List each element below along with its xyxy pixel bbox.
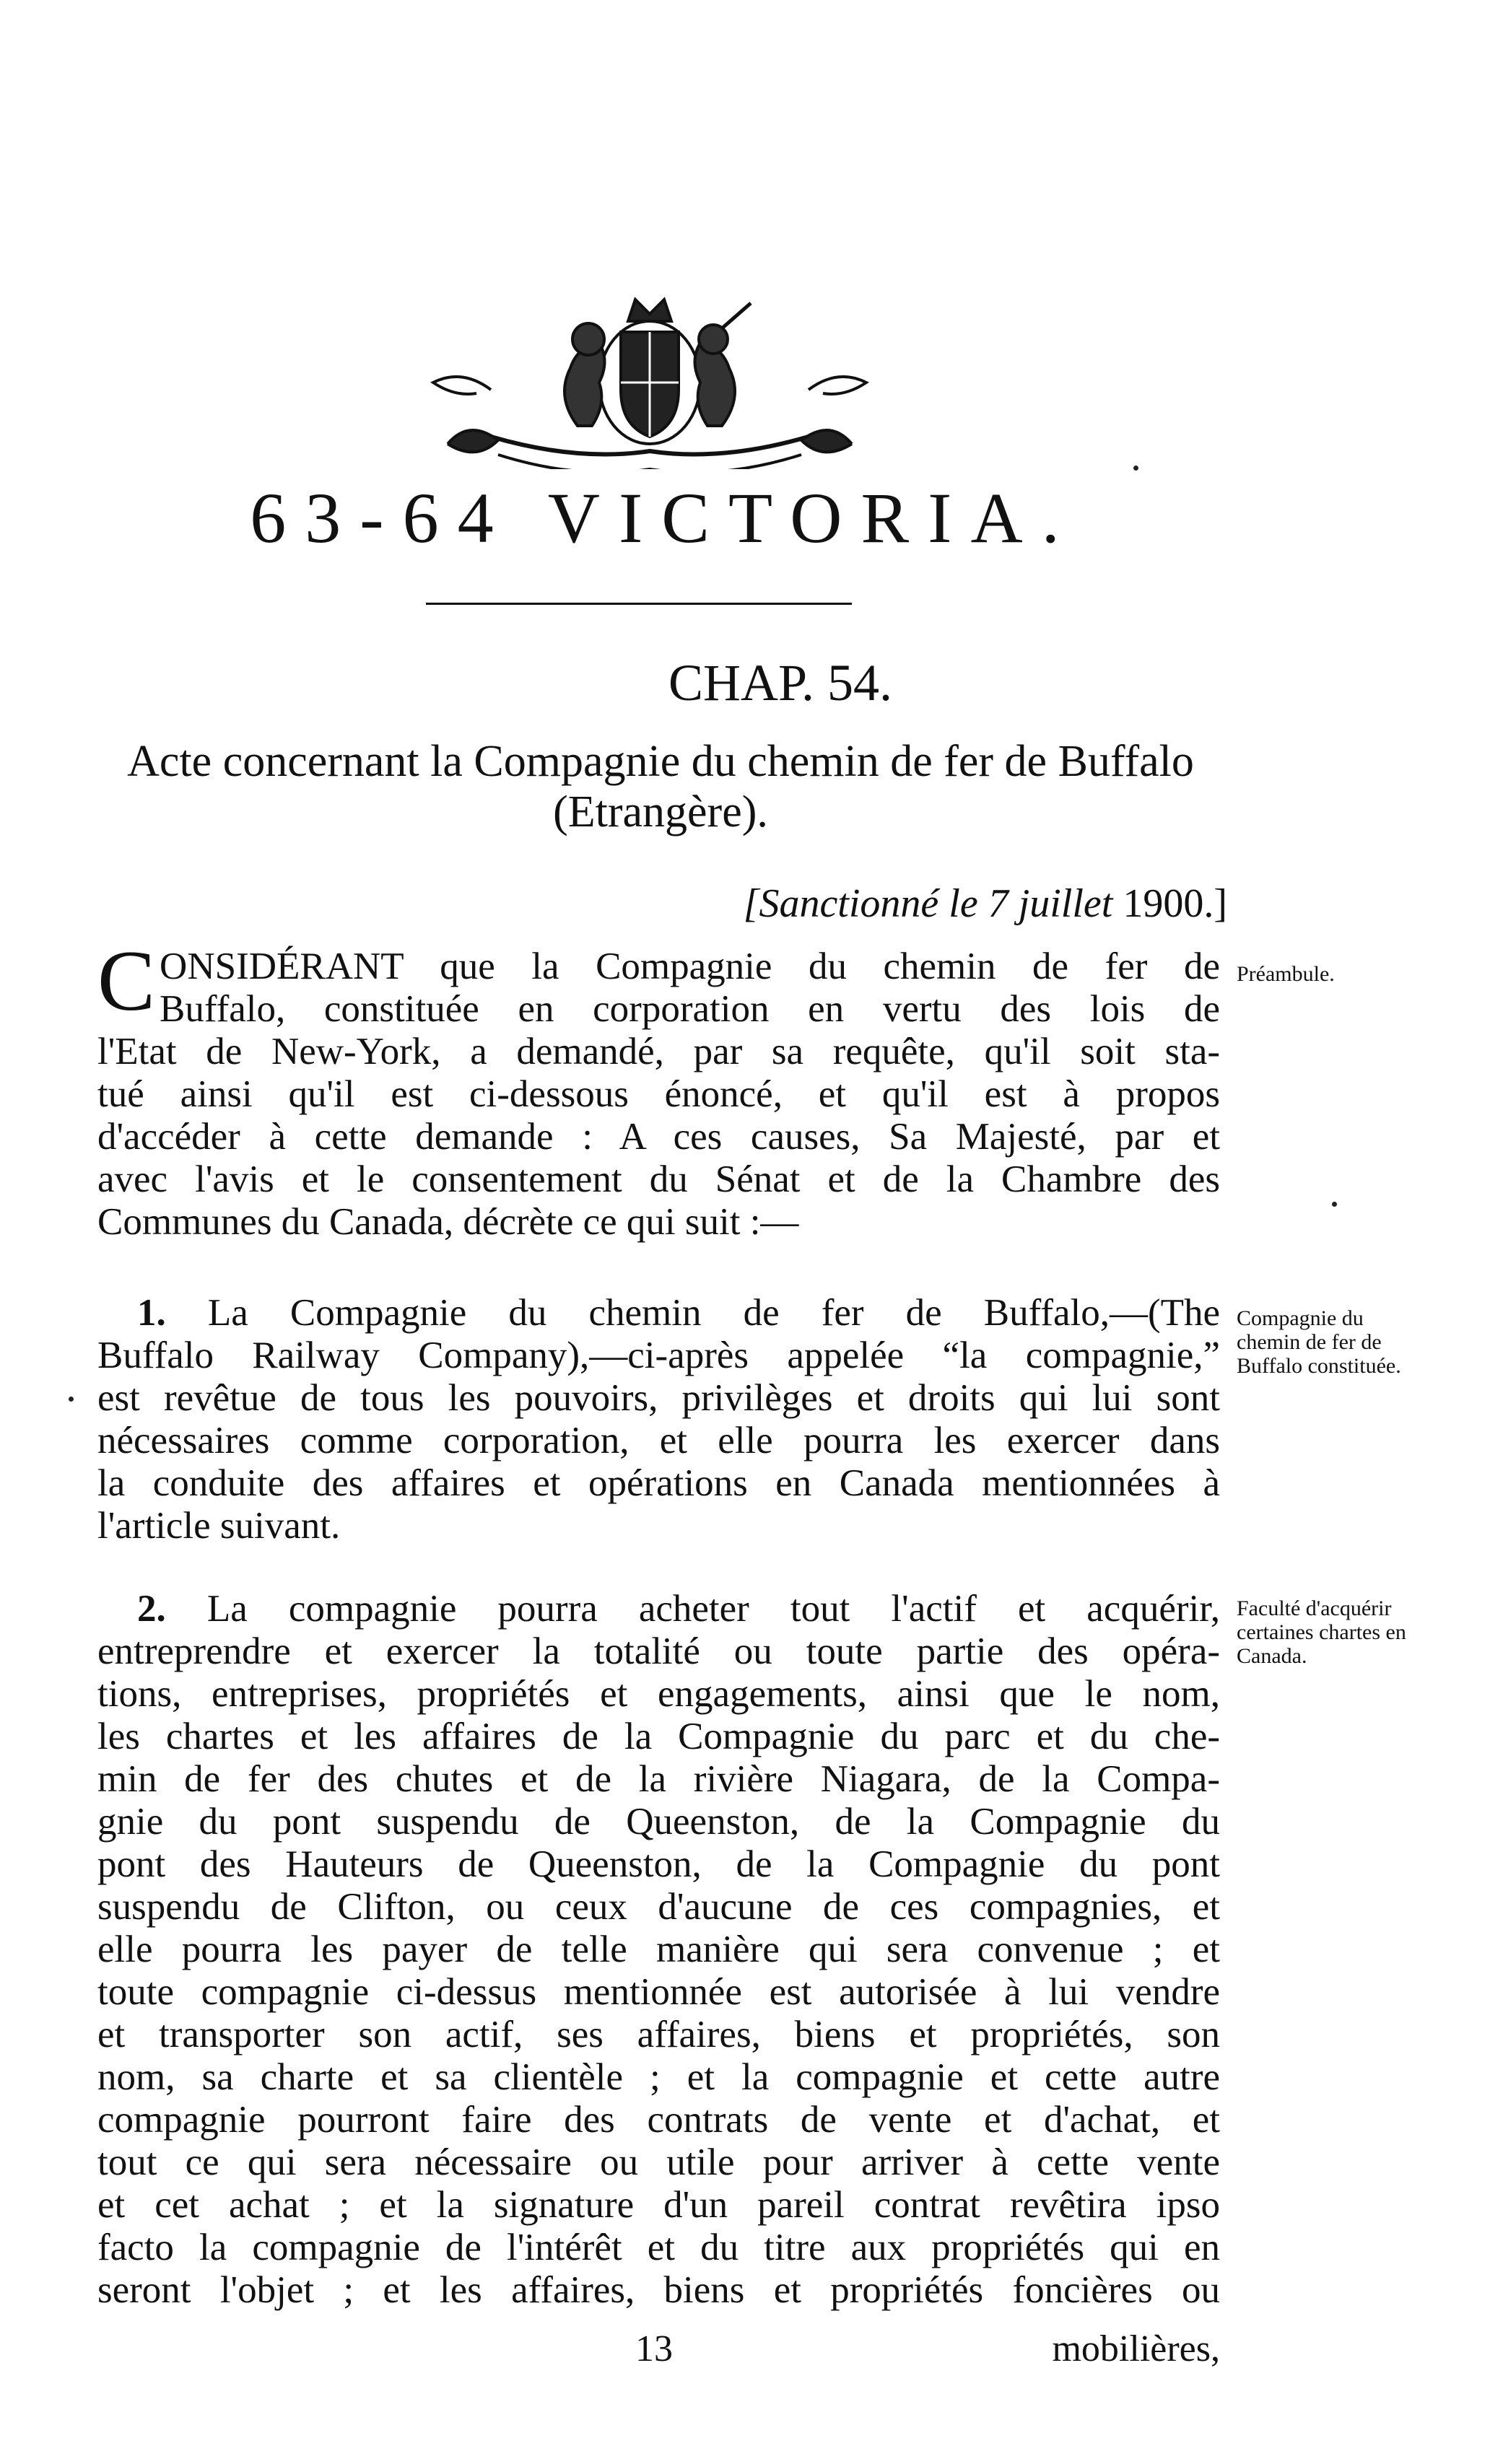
section-number: 1. [137, 1292, 166, 1334]
section-line: toute compagnie ci-dessus mentionnée est autorisée à lui vendre [97, 1971, 1220, 2013]
section-line: Buffalo Railway Company),—ci-après appelée “la compagnie,” [97, 1334, 1220, 1376]
section-1-paragraph [97, 1292, 1220, 1547]
preamble-paragraph [97, 932, 1220, 1244]
catchword: mobilières, [1052, 2328, 1220, 2369]
section-line: nom, sa charte et sa clientèle ; et la compagnie et cette autre [97, 2056, 1220, 2098]
section-line: suspendu de Clifton, ou ceux d'aucune de ces compagnies, et [97, 1886, 1220, 1928]
preamble-line: Buffalo, constituée en corporation en vertu des lois de [160, 988, 1220, 1030]
preamble-line: tué ainsi qu'il est ci-dessous énoncé, et qu'il est à propos [97, 1073, 1220, 1115]
section-line: gnie du pont suspendu de Queenston, de la Compagnie du [97, 1801, 1220, 1843]
section-line: compagnie pourront faire des contrats de vente et d'achat, et [97, 2099, 1220, 2141]
section-line: tions, entreprises, propriétés et engagements, ainsi que le nom, [97, 1673, 1220, 1715]
section-line: la conduite des affaires et opérations en Canada mentionnées à [97, 1462, 1220, 1504]
preamble-line: d'accéder à cette demande : A ces causes, Sa Majesté, par et [97, 1116, 1220, 1158]
title-divider [426, 603, 852, 605]
page-title: 63-64 VICTORIA. [250, 478, 1079, 558]
margin-note-section-1: Compagnie du chemin de fer de Buffalo constituée. [1237, 1306, 1401, 1378]
preamble-line: l'Etat de New-York, a demandé, par sa requête, qu'il soit sta- [97, 1031, 1220, 1072]
margin-note-section-2: Faculté d'acquérir certaines chartes en Canada. [1237, 1596, 1406, 1668]
act-title: Acte concernant la Compagnie du chemin de fer de Buffalo (Etrangère). [127, 737, 1194, 836]
chapter-number: CHAP. 54. [668, 654, 893, 712]
section-1-first-line [97, 1292, 1220, 1334]
section-line: facto la compagnie de l'intérêt et du titre aux propriétés qui en [97, 2227, 1220, 2268]
section-line: nécessaires comme corporation, et elle pourra les exercer dans [97, 1420, 1220, 1462]
section-line: seront l'objet ; et les affaires, biens et propriétés foncières ou [97, 2269, 1220, 2311]
section-2-first-line [97, 1588, 1220, 1630]
section-line: et transporter son actif, ses affaires, biens et propriétés, son [97, 2014, 1220, 2055]
section-line: La compagnie pourra acheter tout l'actif et acquérir, [206, 1588, 1221, 1630]
royal-coat-of-arms [361, 289, 938, 469]
section-line: pont des Hauteurs de Queenston, de la Compagnie du pont [97, 1843, 1220, 1885]
print-speck [1133, 466, 1138, 471]
section-line: l'article suivant. [97, 1505, 341, 1547]
section-line: min de fer des chutes et de la rivière Niagara, de la Compa- [97, 1758, 1220, 1800]
section-line: entreprendre et exercer la totalité ou toute partie des opéra- [97, 1630, 1220, 1672]
preamble-line: avec l'avis et le consentement du Sénat et de la Chambre des [97, 1158, 1220, 1200]
sanction-prefix: [Sanctionné le 7 juillet [743, 881, 1113, 926]
section-line: les chartes et les affaires de la Compagnie du parc et du che- [97, 1716, 1220, 1757]
dropcap-letter: C [97, 932, 156, 1028]
section-line: La Compagnie du chemin de fer de Buffalo,—(The [207, 1292, 1221, 1334]
print-speck [69, 1397, 74, 1402]
page-number: 13 [635, 2328, 673, 2369]
section-number: 2. [137, 1588, 166, 1630]
section-2-paragraph [97, 1588, 1220, 2312]
preamble-line: Communes du Canada, décrète ce qui suit :— [97, 1201, 799, 1243]
section-line: elle pourra les payer de telle manière qui sera convenue ; et [97, 1928, 1220, 1970]
sanction-year: 1900.] [1123, 881, 1227, 926]
section-line: tout ce qui sera nécessaire ou utile pour arriver à cette vente [97, 2141, 1220, 2183]
section-line: est revêtue de tous les pouvoirs, privilèges et droits qui lui sont [97, 1377, 1220, 1419]
section-line: et cet achat ; et la signature d'un pareil contrat revêtira ipso [97, 2184, 1220, 2226]
print-speck [1332, 1202, 1337, 1207]
margin-note-preamble: Préambule. [1237, 962, 1335, 986]
preamble-line: ONSIDÉRANT que la Compagnie du chemin de fer de [160, 945, 1220, 987]
sanction-date [97, 881, 1227, 927]
